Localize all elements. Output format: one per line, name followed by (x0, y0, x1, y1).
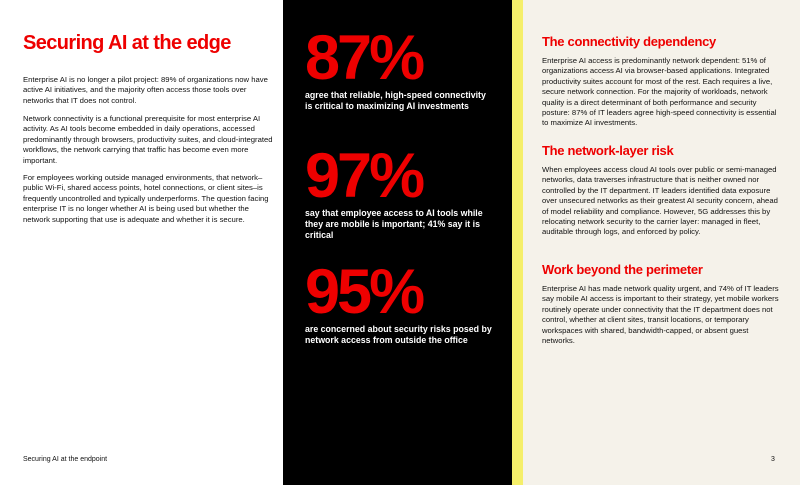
stat-block (305, 257, 510, 346)
section-text: When employees access cloud AI tools over public or semi-managed networks, data traverses infrastructure that is neither owned nor controlled by the IT department. IT leaders identified data exposure over unsecured networks as their greatest AI security concern, ahead of model reliability and compliance. However, 5G addresses this by relocating network security to the carrier layer: managed in fleet, auditable through logs, and enforced by policy. (542, 165, 778, 237)
section-text: Enterprise AI has made network quality urgent, and 74% of IT leaders say mobile AI access is important to their strategy, yet mobile workers routinely operate under connectivity that the IT department does not control, whether at client sites, transit locations, or temporary workspaces with shared, bandwidth-capped, or absent guest networks. (542, 284, 779, 346)
page-number: 3 (771, 456, 775, 463)
right-column (523, 0, 800, 485)
page-title: Securing AI at the edge (23, 32, 231, 54)
footer-title: Securing AI at the endpoint (23, 456, 108, 463)
section-text: Enterprise AI access is predominantly network dependent: 51% of organizations access AI via browser-based applications. Integrated productivity suites account for most of the rest. Each requires a live, secure network connection. For the majority of workloads, network quality is a direct determinant of both performance and security posture: 87% of IT leaders agree high-speed connectivity is essential to maximize AI investments. (542, 56, 777, 128)
stat-value: 95% (305, 257, 423, 327)
stat-block (305, 23, 510, 112)
section-heading: The connectivity dependency (542, 34, 716, 49)
body-paragraph: For employees working outside managed environments, that network–public Wi-Fi, shared access points, hotel connections, or client sites–is frequently uncontrolled and typically underperforms. The question facing enterprise IT is no longer whether AI is being used but whether the network supporting that use is adequate and whether it is secure. (23, 173, 269, 224)
body-paragraph: Network connectivity is a functional prerequisite for most enterprise AI activity. As AI tools become embedded in daily operations, accessed predominantly through browsers, productivity suites, and cloud-integrated workflows, the network carrying that traffic has become even more important. (23, 114, 273, 165)
stat-description: agree that reliable, high-speed connectivity is critical to maximizing AI investments (305, 90, 486, 112)
intro-paragraph: Enterprise AI is no longer a pilot project: 89% of organizations now have active AI initiatives, and the majority often access those tools over networks that IT does not control. (23, 75, 268, 105)
left-column (0, 0, 283, 485)
stat-description: say that employee access to AI tools while they are mobile is important; 41% say it is critical (305, 208, 483, 241)
stat-block (305, 141, 510, 242)
stat-value: 87% (305, 23, 423, 93)
section-heading: Work beyond the perimeter (542, 262, 703, 277)
stat-description: are concerned about security risks posed by network access from outside the office (305, 324, 492, 346)
section-heading: The network-layer risk (542, 143, 674, 158)
yellow-divider (512, 0, 523, 485)
stat-value: 97% (305, 141, 423, 211)
stats-panel (283, 0, 512, 485)
